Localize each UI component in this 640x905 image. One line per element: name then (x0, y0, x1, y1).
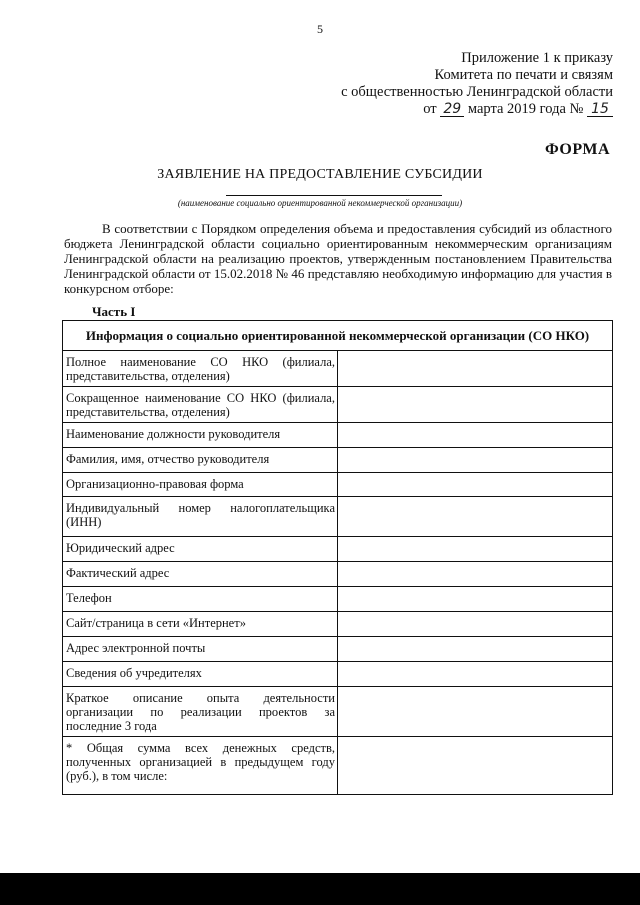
field-value-cell[interactable] (338, 423, 613, 448)
field-label: Наименование должности руководителя (63, 423, 338, 448)
field-value-cell[interactable] (338, 737, 613, 795)
organization-name-line (226, 195, 442, 196)
field-value-cell[interactable] (338, 387, 613, 423)
field-label: Юридический адрес (63, 537, 338, 562)
scan-border-bottom (0, 873, 640, 905)
field-label: Сайт/страница в сети «Интернет» (63, 612, 338, 637)
table-row (63, 448, 613, 473)
field-value-cell[interactable] (338, 612, 613, 637)
field-label: Сведения об учредителях (63, 662, 338, 687)
field-value-cell[interactable] (338, 587, 613, 612)
table-row (63, 423, 613, 448)
field-value-cell[interactable] (338, 637, 613, 662)
field-label: Полное наименование СО НКО (филиала, представительства, отделения) (63, 351, 338, 387)
date-day: 29 (440, 102, 464, 117)
document-title: ЗАЯВЛЕНИЕ НА ПРЕДОСТАВЛЕНИЕ СУБСИДИИ (157, 167, 483, 182)
date-rest: марта 2019 года № (467, 101, 584, 117)
table-row (63, 687, 613, 737)
field-label: Организационно-правовая форма (63, 473, 338, 497)
field-label: Адрес электронной почты (63, 637, 338, 662)
table-row (63, 473, 613, 497)
field-value-cell[interactable] (338, 497, 613, 537)
table-header-row (63, 321, 613, 351)
intro-paragraph: В соответствии с Порядком определения объема и предоставления субсидий из областного бюджета Ленинградской области социально ориентированным некоммерческим организациям Ленинградской области на реализацию проектов, утвержденным постановлением Правительства Ленинградской области от 15.02.2018 № 46 представляю необходимую информацию для участия в конкурсном отборе: (64, 221, 612, 296)
table-row (63, 587, 613, 612)
date-prefix: от (423, 101, 437, 117)
field-value-cell[interactable] (338, 473, 613, 497)
field-value-cell[interactable] (338, 562, 613, 587)
field-label: * Общая сумма всех денежных средств, полученных организацией в предыдущем году (руб.), в том числе: (63, 737, 338, 795)
organization-name-caption: (наименование социально ориентированной некоммерческой организации) (177, 198, 463, 208)
table-row (63, 387, 613, 423)
field-value-cell[interactable] (338, 351, 613, 387)
field-value-cell[interactable] (338, 662, 613, 687)
field-label: Фактический адрес (63, 562, 338, 587)
page-number: 5 (317, 22, 323, 36)
field-value-cell[interactable] (338, 448, 613, 473)
table-row (63, 662, 613, 687)
order-number: 15 (587, 102, 613, 117)
field-label: Краткое описание опыта деятельности организации по реализации проектов за последние 3 года (63, 687, 338, 737)
appendix-header (341, 50, 613, 118)
table-row (63, 537, 613, 562)
field-value-cell[interactable] (338, 687, 613, 737)
form-label: ФОРМА (544, 141, 610, 158)
appendix-line-3: с общественностью Ленинградской области (341, 84, 613, 100)
appendix-line-1: Приложение 1 к приказу (461, 50, 613, 66)
appendix-date-line (341, 101, 613, 118)
table-row (63, 612, 613, 637)
field-label: Индивидуальный номер налогоплательщика (ИНН) (63, 497, 338, 537)
field-label: Телефон (63, 587, 338, 612)
table-header: Информация о социально ориентированной некоммерческой организации (СО НКО) (63, 321, 613, 351)
field-label: Фамилия, имя, отчество руководителя (63, 448, 338, 473)
table-row (63, 351, 613, 387)
field-label: Сокращенное наименование СО НКО (филиала, представительства, отделения) (63, 387, 338, 423)
table-row (63, 497, 613, 537)
table-row (63, 637, 613, 662)
table-row (63, 562, 613, 587)
organization-info-table (62, 320, 613, 795)
table-row (63, 737, 613, 795)
field-value-cell[interactable] (338, 537, 613, 562)
part-label: Часть I (92, 304, 136, 319)
appendix-line-2: Комитета по печати и связям (434, 67, 613, 83)
